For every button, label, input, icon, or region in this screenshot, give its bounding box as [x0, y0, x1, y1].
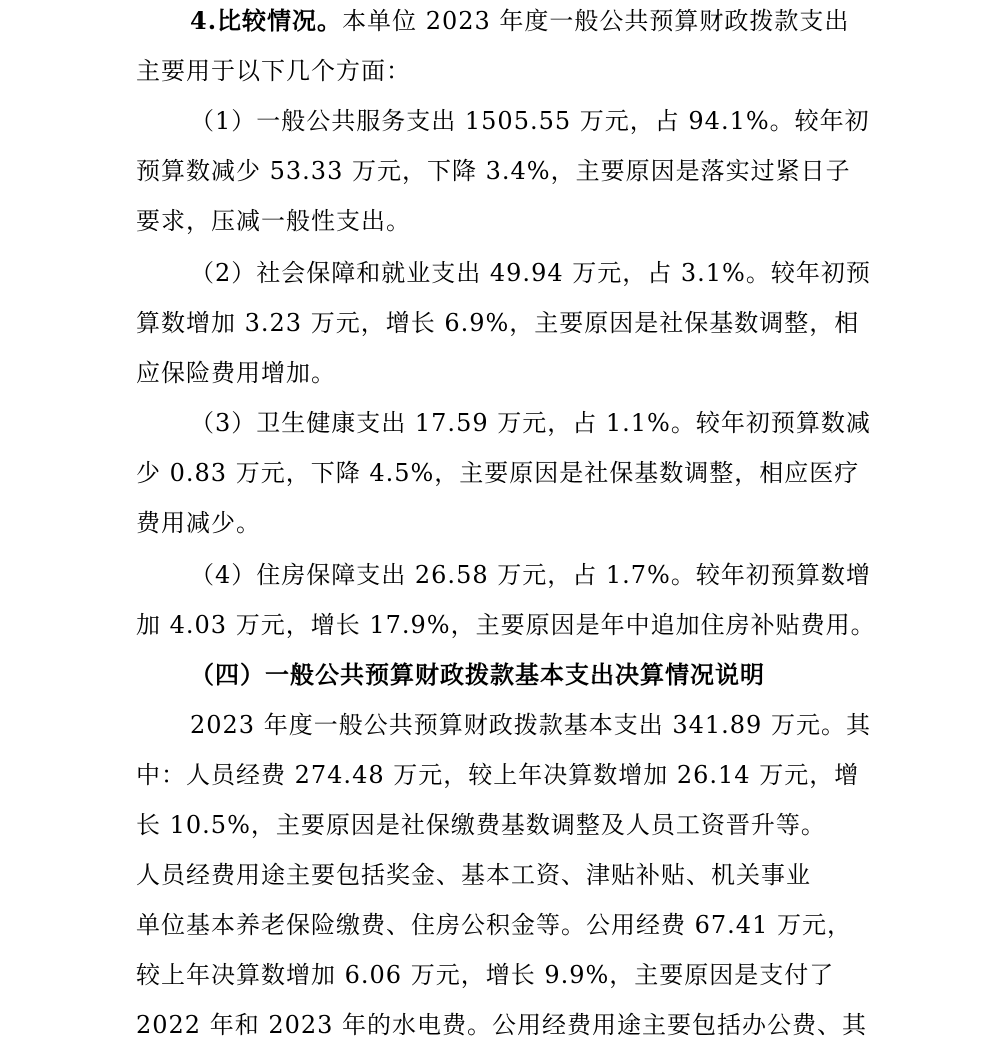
paragraph-item-3: （3）卫生健康支出 17.59 万元，占 1.1%。较年初预算数减 [190, 409, 871, 437]
text-line: 费用减少。 [136, 509, 261, 537]
paragraph-basic-expenditure: 2023 年度一般公共预算财政拨款基本支出 341.89 万元。其 [190, 711, 871, 739]
text-line: 中：人员经费 274.48 万元，较上年决算数增加 26.14 万元，增 [136, 761, 860, 789]
text-line: 2022 年和 2023 年的水电费。公用经费用途主要包括办公费、其 [136, 1011, 868, 1039]
text-line: 少 0.83 万元，下降 4.5%，主要原因是社保基数调整，相应医疗 [136, 459, 860, 487]
section-heading: （四）一般公共预算财政拨款基本支出决算情况说明 [190, 660, 765, 689]
text-line: 本单位 2023 年度一般公共预算财政拨款支出 [342, 7, 850, 35]
section-number-label: 4.比较情况。 [190, 6, 343, 35]
text-line: 单位基本养老保险缴费、住房公积金等。公用经费 67.41 万元， [136, 911, 852, 939]
text-line: 加 4.03 万元，增长 17.9%，主要原因是年中追加住房补贴费用。 [136, 611, 876, 639]
text-line: 应保险费用增加。 [136, 359, 336, 387]
paragraph-item-1: （1）一般公共服务支出 1505.55 万元，占 94.1%。较年初 [190, 107, 870, 135]
text-line: 长 10.5%，主要原因是社保缴费基数调整及人员工资晋升等。 [136, 811, 826, 839]
paragraph-item-2: （2）社会保障和就业支出 49.94 万元，占 3.1%。较年初预 [190, 259, 871, 287]
text-line: 较上年决算数增加 6.06 万元，增长 9.9%，主要原因是支付了 [136, 961, 835, 989]
text-line: 预算数减少 53.33 万元，下降 3.4%，主要原因是落实过紧日子 [136, 157, 851, 185]
text-line: 算数增加 3.23 万元，增长 6.9%，主要原因是社保基数调整，相 [136, 309, 860, 337]
text-line: 人员经费用途主要包括奖金、基本工资、津贴补贴、机关事业 [136, 861, 811, 889]
text-line: 要求，压减一般性支出。 [136, 207, 411, 235]
paragraph-item-4: （4）住房保障支出 26.58 万元，占 1.7%。较年初预算数增 [190, 561, 871, 589]
paragraph-comparison-intro [190, 0, 880, 46]
text-line: 主要用于以下几个方面： [136, 57, 411, 85]
